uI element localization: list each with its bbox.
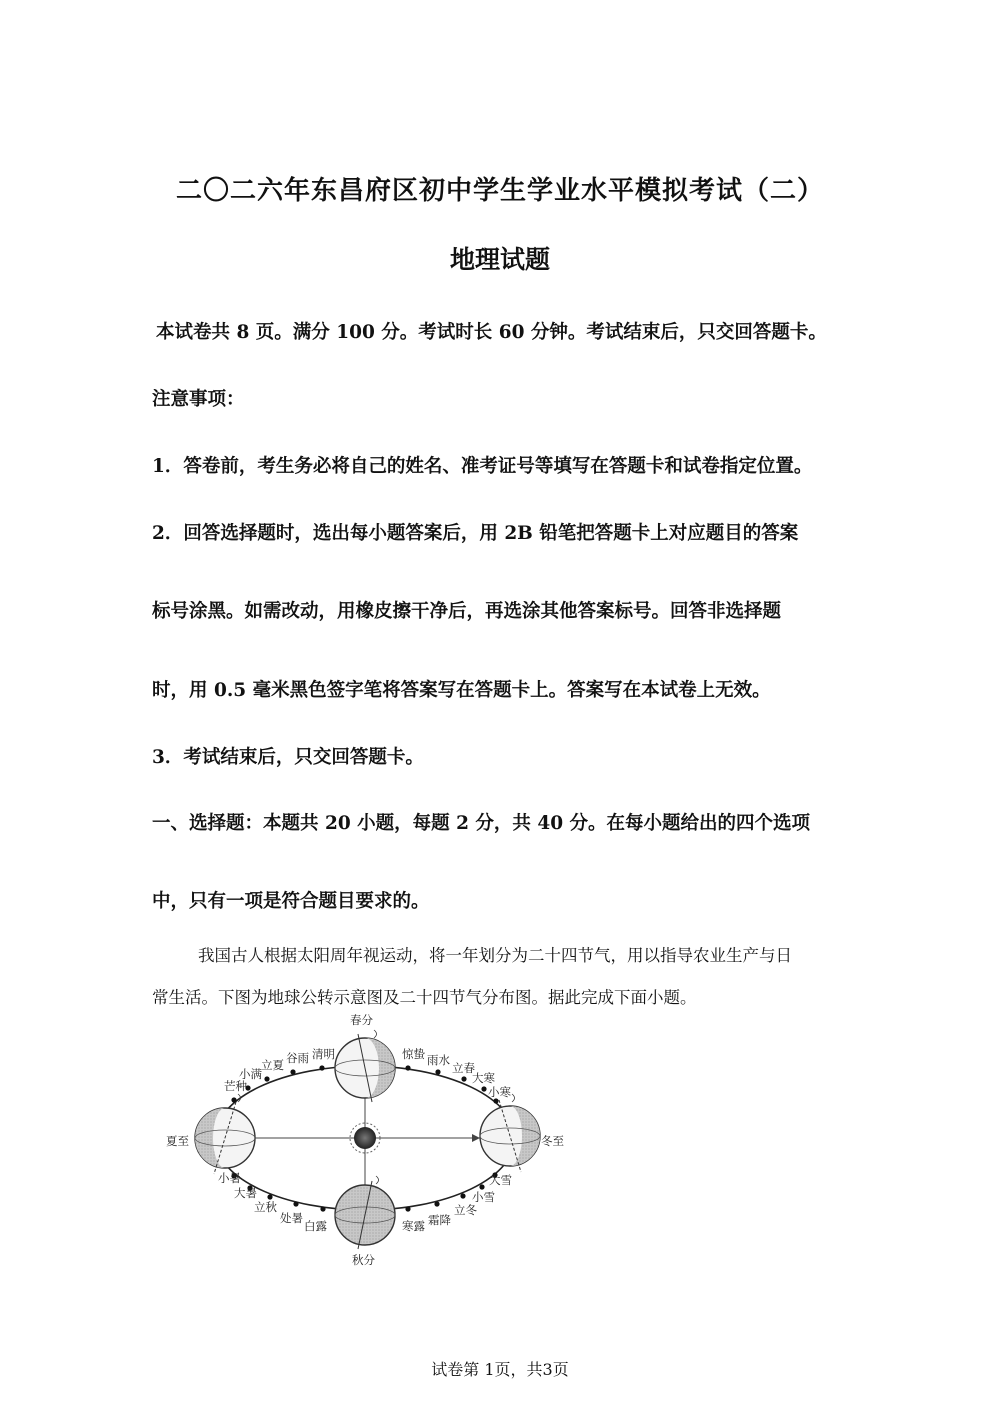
label-xiaoshu: 小暑 (218, 1171, 241, 1185)
earth-winter-solstice-icon (480, 1094, 540, 1172)
notice-item-1: 1．答卷前，考生务必将自己的姓名、准考证号等填写在答题卡和试卷指定位置。 (152, 456, 813, 477)
label-liqiu: 立秋 (254, 1200, 277, 1214)
label-hanlu: 寒露 (402, 1219, 425, 1233)
label-qingming: 清明 (312, 1047, 335, 1061)
label-xiaoman: 小满 (239, 1067, 262, 1081)
exam-title: 二〇二六年东昌府区初中学生学业水平模拟考试（二） (175, 176, 824, 206)
notice-item-2-line-2: 标号涂黑。如需改动，用橡皮擦干净后，再选涂其他答案标号。回答非选择题 (152, 601, 782, 622)
label-qiufen: 秋分 (352, 1253, 375, 1267)
exam-subtitle: 地理试题 (449, 245, 550, 274)
label-xiazhi: 夏至 (166, 1134, 189, 1148)
intro-text: 本试卷共 8 页。满分 100 分。考试时长 60 分钟。考试结束后，只交回答题卡。 (156, 322, 827, 343)
passage-line-1: 我国古人根据太阳周年视运动，将一年划分为二十四节气，用以指导农业生产与日 (198, 946, 792, 965)
earth-summer-solstice-icon (195, 1094, 255, 1174)
section-heading-line-2: 中，只有一项是符合题目要求的。 (152, 891, 430, 912)
label-dongzhi: 冬至 (541, 1134, 564, 1148)
label-dahan: 大寒 (472, 1071, 495, 1085)
label-guyu: 谷雨 (286, 1051, 309, 1065)
earth-spring-equinox-icon (335, 1030, 395, 1102)
label-lidong: 立冬 (454, 1203, 477, 1217)
label-chunfen: 春分 (350, 1013, 373, 1027)
label-dashu: 大暑 (234, 1186, 257, 1200)
notice-heading: 注意事项： (152, 389, 245, 410)
sun-icon (350, 1123, 380, 1153)
label-lichun: 立春 (452, 1061, 475, 1075)
label-xiaohan: 小寒 (488, 1085, 511, 1099)
notice-item-2-line-1: 2．回答选择题时，选出每小题答案后，用 2B 铅笔把答题卡上对应题目的答案 (152, 523, 799, 544)
label-yushui: 雨水 (427, 1053, 450, 1067)
earth-autumn-equinox-icon (335, 1176, 395, 1249)
label-mangzhong: 芒种 (224, 1079, 247, 1093)
label-daxue: 大雪 (489, 1173, 512, 1187)
label-chushu: 处暑 (280, 1211, 303, 1225)
section-heading-line-1: 一、选择题：本题共 20 小题，每题 2 分，共 40 分。在每小题给出的四个选项 (152, 813, 811, 834)
page-footer: 试卷第 1页，共3页 (431, 1360, 569, 1379)
earth-revolution-diagram (150, 1010, 580, 1275)
notice-item-2-line-3: 时，用 0.5 毫米黑色签字笔将答案写在答题卡上。答案写在本试卷上无效。 (152, 680, 771, 701)
label-xiaoxue: 小雪 (472, 1190, 495, 1204)
passage-line-2: 常生活。下图为地球公转示意图及二十四节气分布图。据此完成下面小题。 (152, 988, 697, 1007)
label-bailu: 白露 (304, 1219, 327, 1233)
label-lixia: 立夏 (261, 1058, 284, 1072)
label-shuangjiang: 霜降 (428, 1213, 451, 1227)
label-jingzhe: 惊蛰 (402, 1047, 425, 1061)
notice-item-3: 3．考试结束后，只交回答题卡。 (152, 747, 424, 768)
